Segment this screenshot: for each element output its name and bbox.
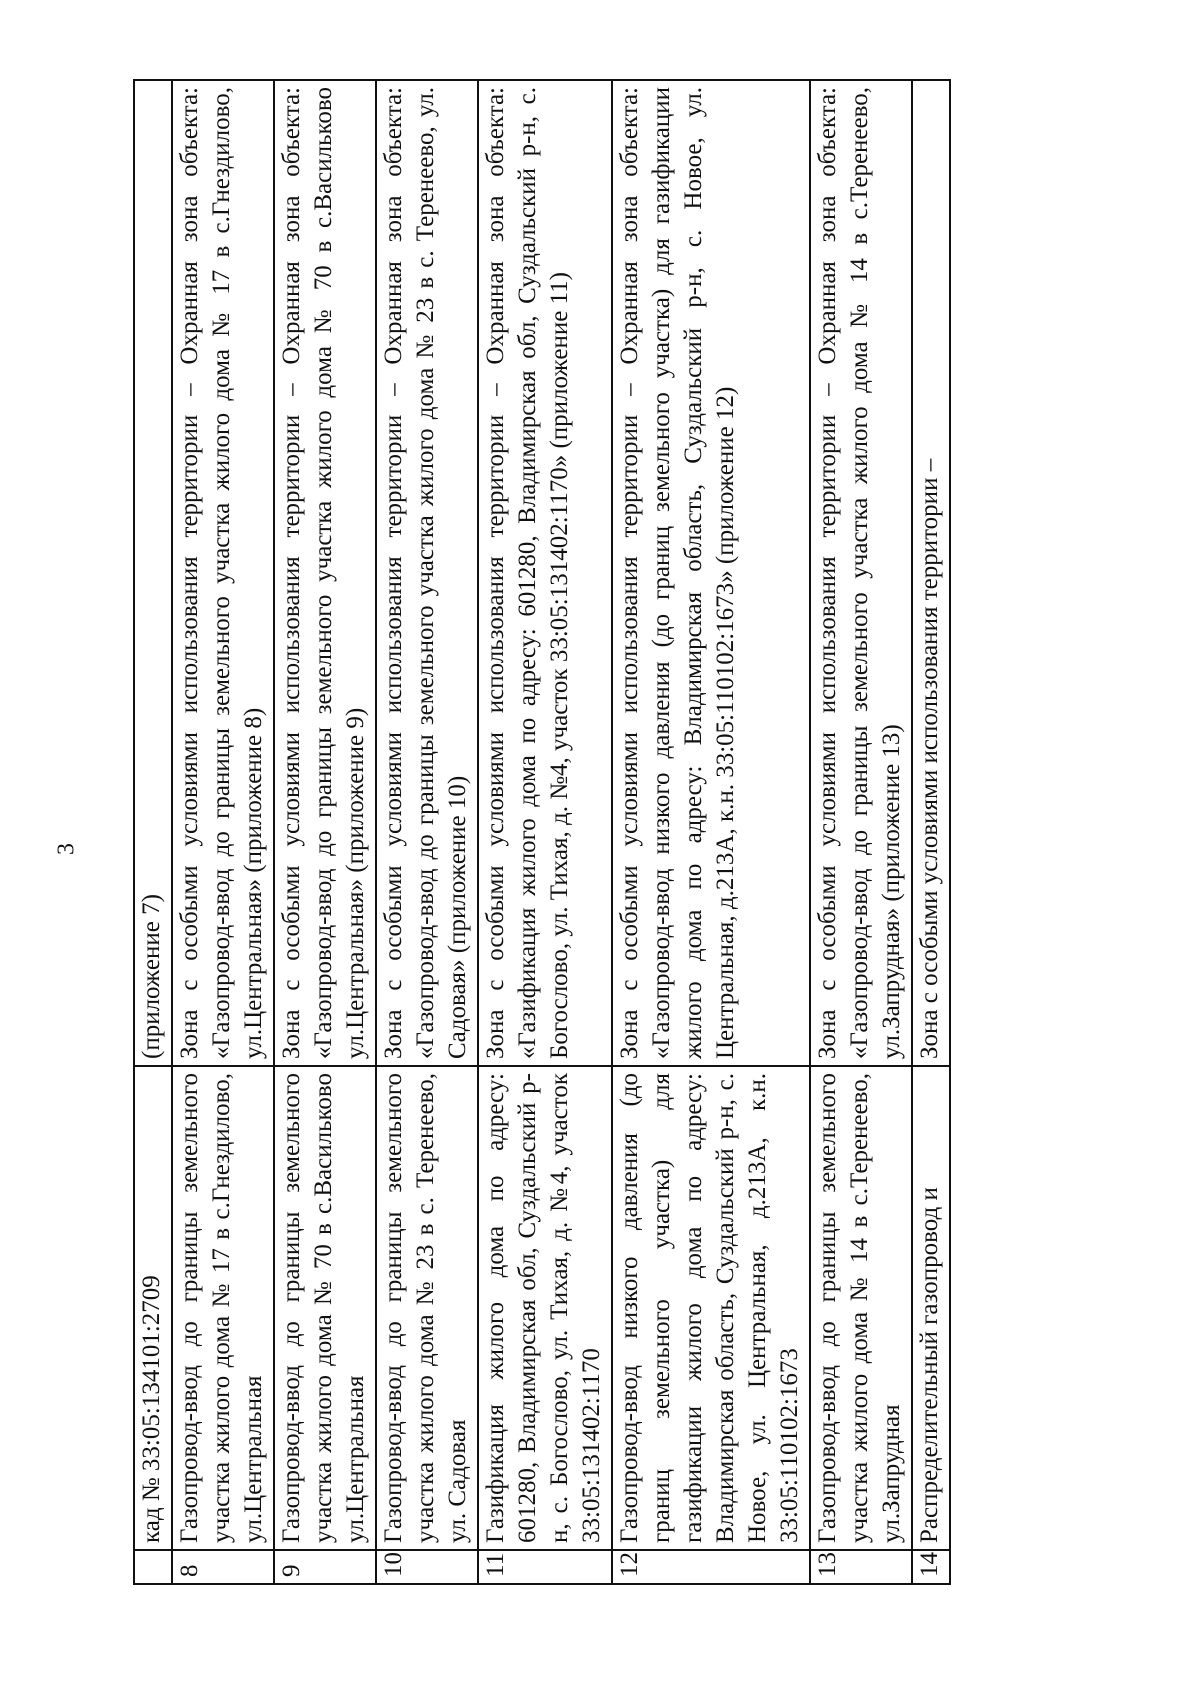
row-number: 14 (912, 1550, 950, 1584)
page-number: 3 (53, 843, 80, 855)
table-row (376, 80, 478, 1584)
zone-description: Зона с особыми условиями использования территории – Охранная зона объекта: «Газопровод-ввод до границы земельного участка жилого дома № 70 в с.Васильково ул.Центральная» (приложение 9) (274, 80, 376, 1066)
table-row (478, 80, 612, 1584)
row-number: 13 (810, 1550, 912, 1584)
object-name: Газопровод-ввод до границы земельного участка жилого дома № 23 в с. Теренеево, ул. Садовая (376, 1066, 478, 1550)
object-name: Газопровод-ввод низкого давления (до границ земельного участка) для газификации жилого дома по адресу: Владимирская область, Суздальский р-н, с. Новое, ул. Центральная, д.213А, к.н. 33:05:110102:1673 (612, 1066, 810, 1550)
row-number: 10 (376, 1550, 478, 1584)
table-row (172, 80, 274, 1584)
zone-description: Зона с особыми условиями использования территории – Охранная зона объекта: «Газификация жилого дома по адресу: 601280, Владимирская обл, Суздальский р-н, с. Богослово, ул. Тихая, д. №4, участок 33:05:131402:1170» (приложение 11) (478, 80, 612, 1066)
object-name: Распределительный газопровод и (912, 1066, 950, 1550)
zone-description: Зона с особыми условиями использования территории – Охранная зона объекта: «Газопровод-ввод до границы земельного участка жилого дома № 17 в с.Гнездилово, ул.Центральная» (приложение 8) (172, 80, 274, 1066)
table-row (810, 80, 912, 1584)
row-number: 12 (612, 1550, 810, 1584)
row-number: 9 (274, 1550, 376, 1584)
rotated-page-content (133, 81, 1069, 1585)
object-name: кад № 33:05:134101:2709 (134, 1066, 172, 1550)
table-row (612, 80, 810, 1584)
zone-description: Зона с особыми условиями использования территории – Охранная зона объекта: «Газопровод-ввод низкого давления (до границ земельного участка) для газификации жилого дома по адресу: Владимирская область, Суздальский р-н, с. Новое, ул. Центральная, д.213А, к.н. 33:05:110102:1673» (приложение 12) (612, 80, 810, 1066)
object-name: Газопровод-ввод до границы земельного участка жилого дома № 14 в с.Теренеево, ул.Запрудная (810, 1066, 912, 1550)
zone-description: Зона с особыми условиями использования территории – Охранная зона объекта: «Газопровод-ввод до границы земельного участка жилого дома № 14 в с.Теренеево, ул.Запрудная» (приложение 13) (810, 80, 912, 1066)
row-number: 8 (172, 1550, 274, 1584)
object-name: Газопровод-ввод до границы земельного участка жилого дома № 70 в с.Васильково ул.Центральная (274, 1066, 376, 1550)
table-row (912, 80, 950, 1584)
zone-description: Зона с особыми условиями использования территории – (912, 80, 950, 1066)
row-number (134, 1550, 172, 1584)
object-name: Газификация жилого дома по адресу: 601280, Владимирская обл, Суздальский р-н, с. Богослово, ул. Тихая, д. №4, участок 33:05:131402:1170 (478, 1066, 612, 1550)
object-name: Газопровод-ввод до границы земельного участка жилого дома № 17 в с.Гнездилово, ул.Центральная (172, 1066, 274, 1550)
row-number: 11 (478, 1550, 612, 1584)
table-row (274, 80, 376, 1584)
zones-table (133, 79, 951, 1585)
zone-description: (приложение 7) (134, 80, 172, 1066)
table-row (134, 80, 172, 1584)
zone-description: Зона с особыми условиями использования территории – Охранная зона объекта: «Газопровод-ввод до границы земельного участка жилого дома № 23 в с. Теренеево, ул. Садовая» (приложение 10) (376, 80, 478, 1066)
